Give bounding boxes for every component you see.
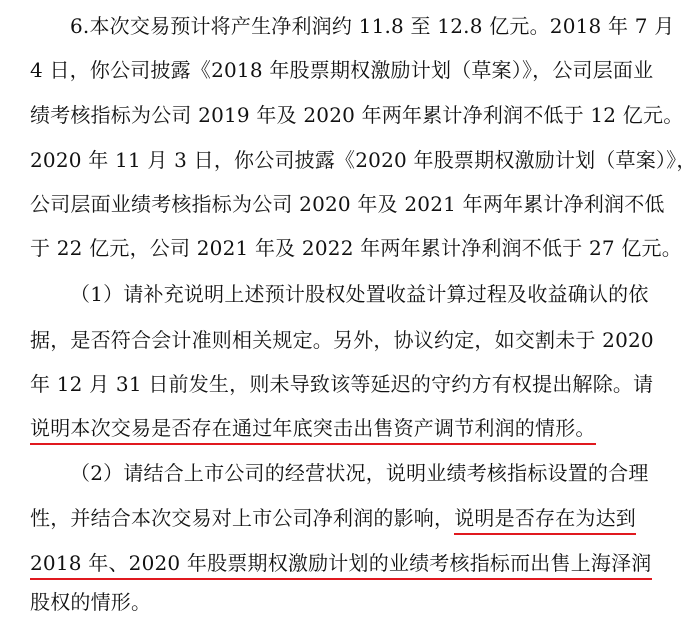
text-line [30, 97, 684, 133]
text-line [30, 500, 637, 536]
text-segment: 股权的情形。 [30, 590, 152, 614]
underlined-text: 2018 年、2020 年股票期权激励计划的业绩考核指标而出售上海泽润 [30, 551, 652, 580]
text-line [70, 276, 649, 312]
text-segment: 公司层面业绩考核指标为公司 2020 年及 2021 年两年累计净利润不低 [30, 192, 665, 216]
text-segment: 4 日，你公司披露《2018 年股票期权激励计划（草案）》，公司层面业 [30, 58, 654, 82]
text-line [30, 410, 612, 446]
text-line [30, 230, 682, 266]
text-line [30, 322, 654, 358]
text-segment: 2020 年 11 月 3 日，你公司披露《2020 年股票期权激励计划（草案）》， [30, 148, 697, 172]
underlined-text: 说明本次交易是否存在通过年底突击出售资产调节利润的情形。 [30, 416, 596, 445]
text-segment: 据，是否符合会计准则相关规定。另外，协议约定，如交割未于 2020 [30, 328, 654, 352]
text-segment: 性，并结合本次交易对上市公司净利润的影响， [30, 506, 455, 530]
text-segment: （1）请补充说明上述预计股权处置收益计算过程及收益确认的依 [70, 282, 649, 306]
text-line [30, 52, 654, 88]
text-line [30, 366, 654, 402]
text-line [30, 545, 652, 581]
text-line [70, 455, 649, 491]
text-segment: 于 22 亿元，公司 2021 年及 2022 年两年累计净利润不低于 27 亿元。 [30, 236, 682, 260]
underlined-text: 说明是否存在为达到 [454, 506, 636, 535]
text-segment: 绩考核指标为公司 2019 年及 2020 年两年累计净利润不低于 12 亿元。 [30, 103, 684, 127]
text-segment: 年 12 月 31 日前发生，则未导致该等延迟的守约方有权提出解除。请 [30, 372, 654, 396]
text-line [70, 8, 675, 44]
text-line [30, 186, 665, 222]
text-line [30, 584, 612, 620]
text-segment: （2）请结合上市公司的经营状况，说明业绩考核指标设置的合理 [70, 461, 649, 485]
text-segment: 6.本次交易预计将产生净利润约 11.8 至 12.8 亿元。2018 年 7 月 [70, 14, 675, 38]
text-line [30, 142, 697, 178]
